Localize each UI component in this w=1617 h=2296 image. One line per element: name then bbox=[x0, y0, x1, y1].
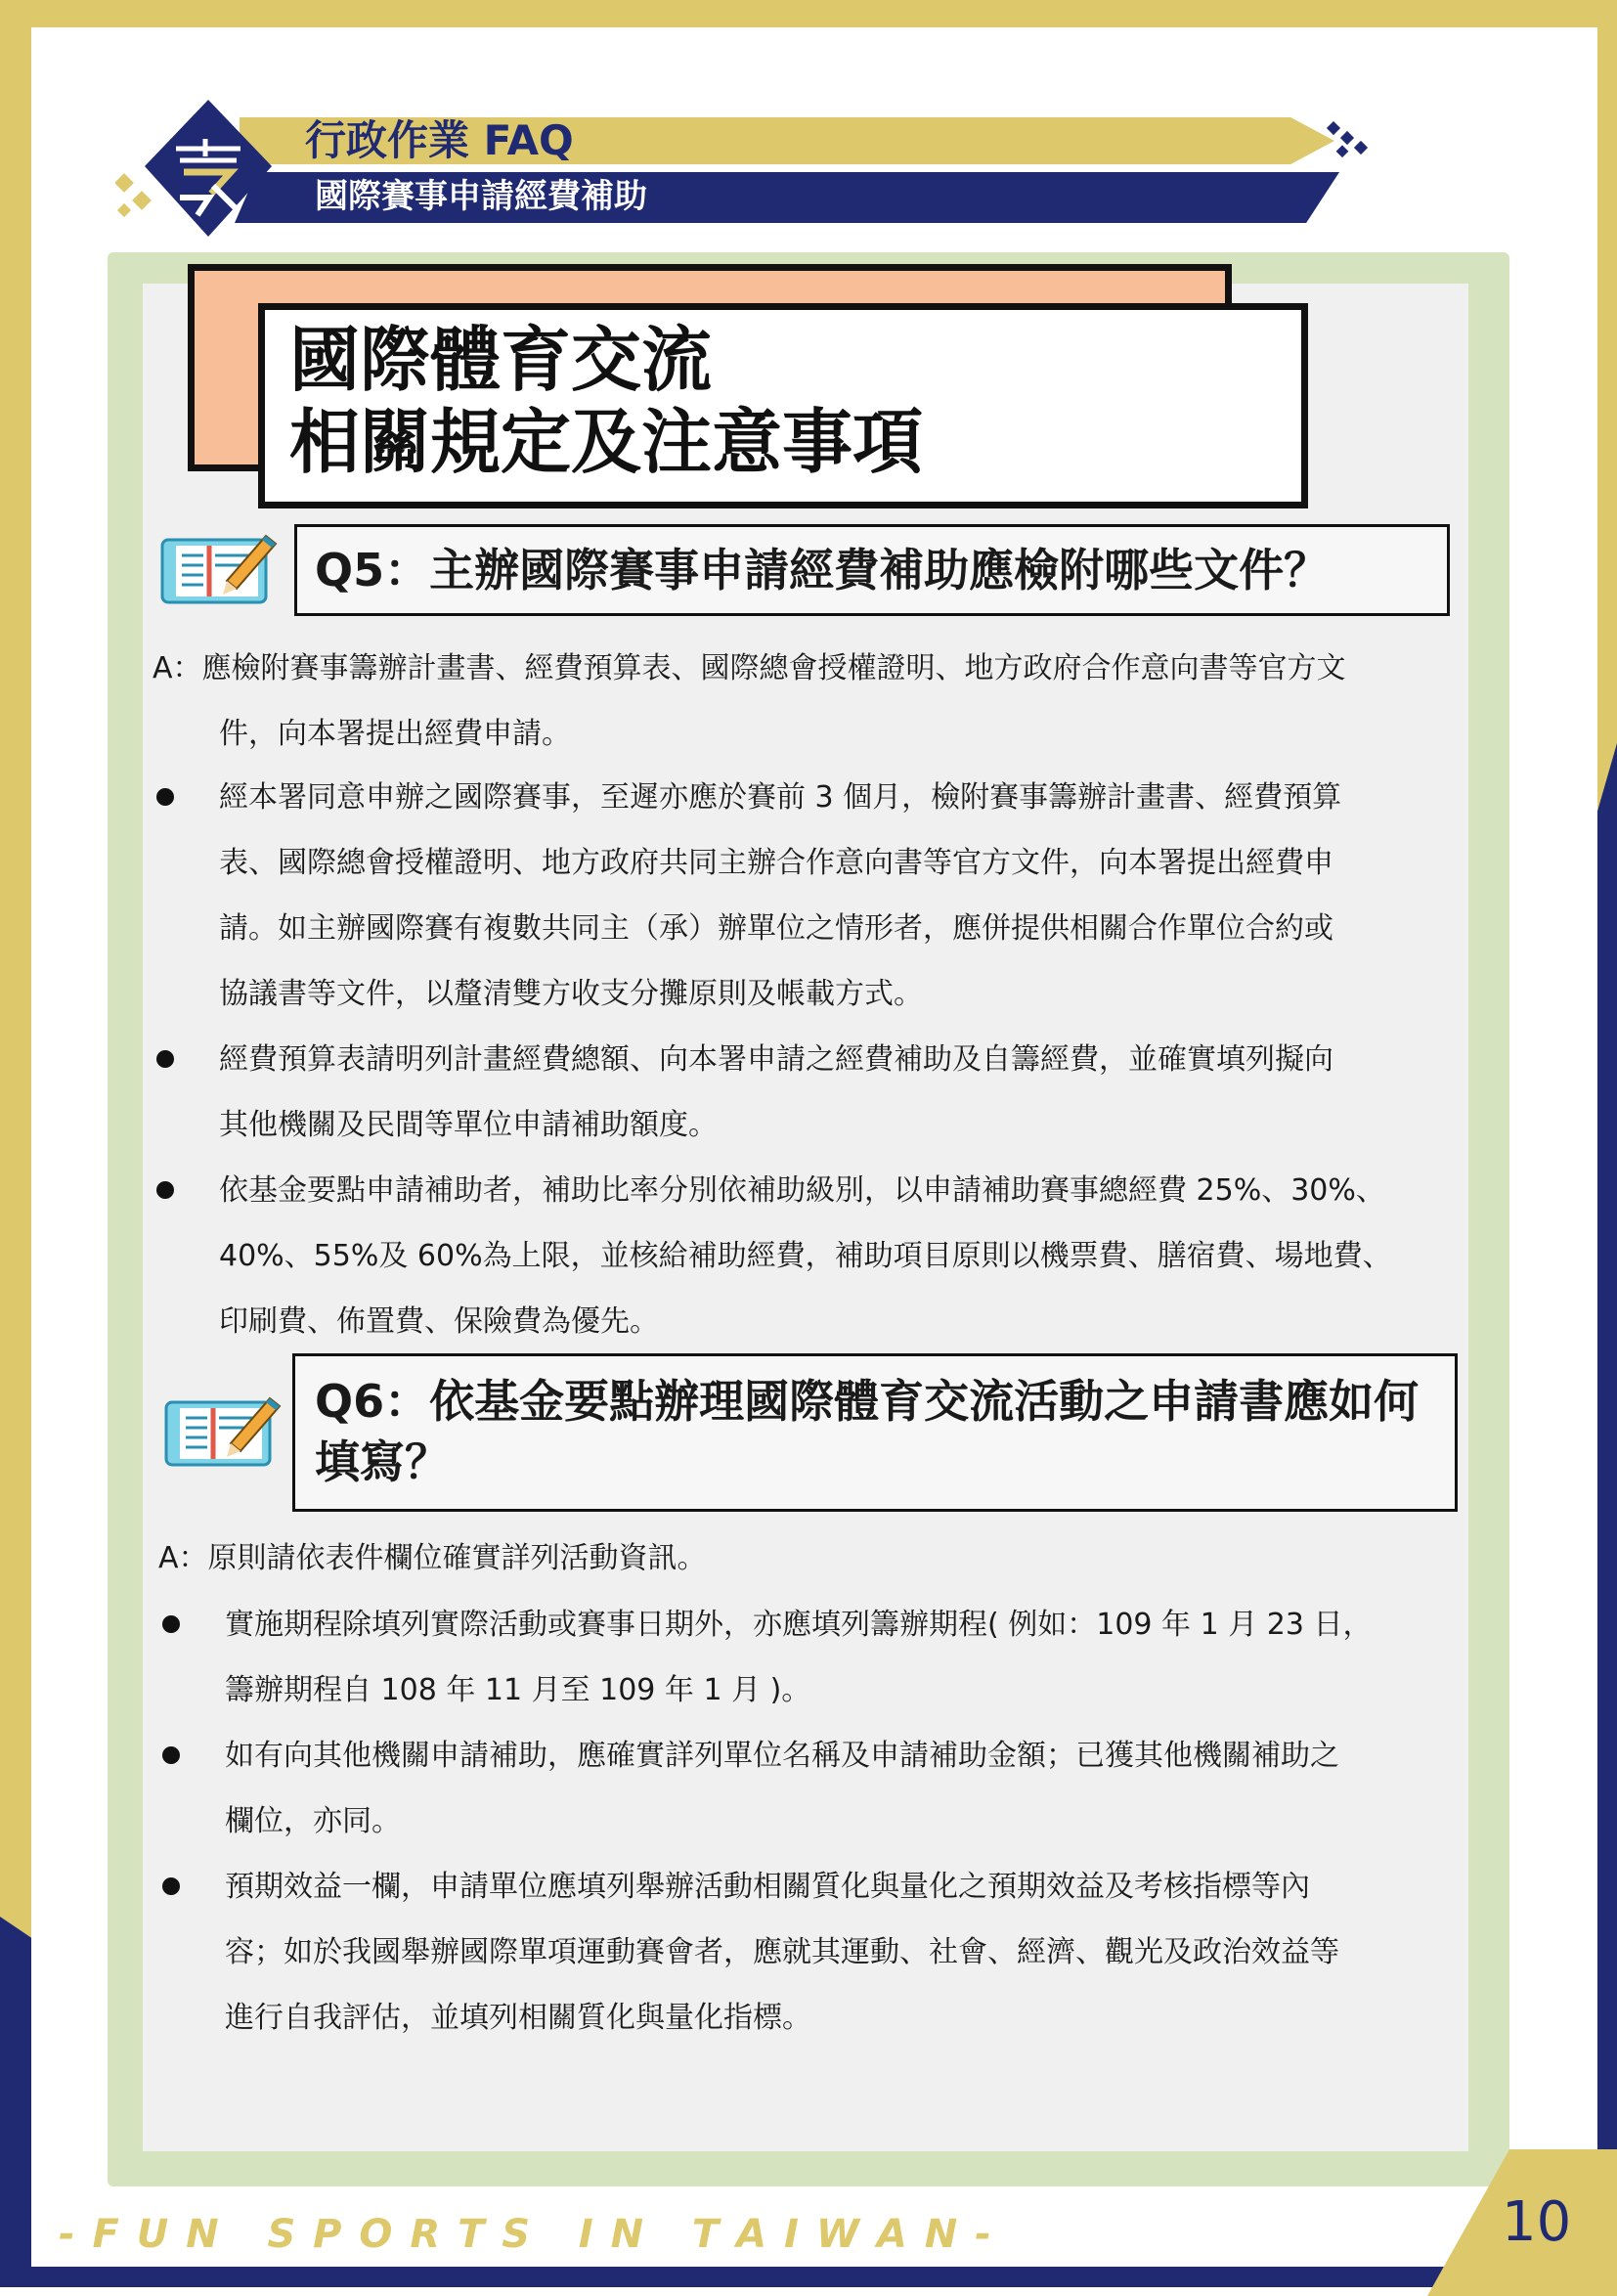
q5-answer-line2: 件，向本署提出經費申請。 bbox=[219, 717, 571, 751]
list-item: 容；如於我國舉辦國際單項運動賽會者，應就其運動、社會、經濟、觀光及政治效益等 bbox=[225, 1935, 1339, 1969]
list-item: 如有向其他機關申請補助，應確實詳列單位名稱及申請補助金額；已獲其他機關補助之 bbox=[225, 1739, 1339, 1773]
list-item: 依基金要點申請補助者，補助比率分別依補助級別，以申請補助賽事總經費 25%、30%、 bbox=[219, 1173, 1385, 1208]
section-title-line2: 相關規定及注意事項 bbox=[289, 401, 924, 483]
q5-question: Q5：主辦國際賽事申請經費補助應檢附哪些文件？ bbox=[315, 544, 1330, 596]
notebook-pencil-icon bbox=[158, 532, 280, 610]
list-item: 進行自我評估，並填列相關質化與量化指標。 bbox=[225, 2001, 811, 2035]
bullet-dot bbox=[162, 1746, 180, 1764]
footer-slogan: - F U N S P O R T S I N T A I W A N - bbox=[59, 2212, 993, 2257]
list-item: 40%、55%及 60%為上限，並核給補助經費，補助項目原則以機票費、膳宿費、場地費、 bbox=[219, 1239, 1392, 1273]
list-item: 經費預算表請明列計畫經費總額、向本署申請之經費補助及自籌經費，並確實填列擬向 bbox=[219, 1042, 1333, 1077]
list-item: 經本署同意申辦之國際賽事，至遲亦應於賽前 3 個月，檢附賽事籌辦計畫書、經費預算 bbox=[219, 780, 1342, 815]
list-item: 籌辦期程自 108 年 11 月至 109 年 1 月 )。 bbox=[225, 1673, 811, 1707]
bullet-dot bbox=[162, 1877, 180, 1895]
header-subtitle: 國際賽事申請經費補助 bbox=[315, 177, 647, 216]
q6-question: Q6：依基金要點辦理國際體育交流活動之申請書應如何填寫？ bbox=[315, 1375, 1420, 1488]
list-item: 預期效益一欄，申請單位應填列舉辦活動相關質化與量化之預期效益及考核指標等內 bbox=[225, 1870, 1310, 1904]
bullet-dot bbox=[156, 788, 174, 806]
list-item: 印刷費、佈置費、保險費為優先。 bbox=[219, 1304, 659, 1339]
list-item: 協議書等文件，以釐清雙方收支分攤原則及帳載方式。 bbox=[219, 977, 923, 1011]
page-number: 10 bbox=[1502, 2190, 1572, 2254]
notebook-pencil-icon bbox=[162, 1394, 284, 1473]
list-item: 其他機關及民間等單位申請補助額度。 bbox=[219, 1108, 718, 1142]
footer-band bbox=[0, 2267, 1617, 2287]
list-item: 表、國際總會授權證明、地方政府共同主辦合作意向書等官方文件，向本署提出經費申 bbox=[219, 846, 1333, 880]
diamond-dots-icon bbox=[1325, 121, 1372, 162]
logo-icon bbox=[115, 100, 272, 242]
list-item: 實施期程除填列實際活動或賽事日期外，亦應填列籌辦期程( 例如：109 年 1 月 23 日， bbox=[225, 1608, 1373, 1642]
q5-answer-line1: A：應檢附賽事籌辦計畫書、經費預算表、國際總會授權證明、地方政府合作意向書等官方文 bbox=[153, 651, 1346, 685]
list-item: 請。如主辦國際賽有複數共同主（承）辦單位之情形者，應併提供相關合作單位合約或 bbox=[219, 911, 1333, 946]
list-item: 欄位，亦同。 bbox=[225, 1804, 401, 1838]
bullet-dot bbox=[156, 1050, 174, 1068]
q6-answer-line1: A：原則請依表件欄位確實詳列活動資訊。 bbox=[158, 1541, 707, 1575]
section-title-line1: 國際體育交流 bbox=[289, 319, 713, 401]
bullet-dot bbox=[156, 1181, 174, 1199]
bullet-dot bbox=[162, 1615, 180, 1633]
header-title: 行政作業 FAQ bbox=[305, 116, 574, 164]
